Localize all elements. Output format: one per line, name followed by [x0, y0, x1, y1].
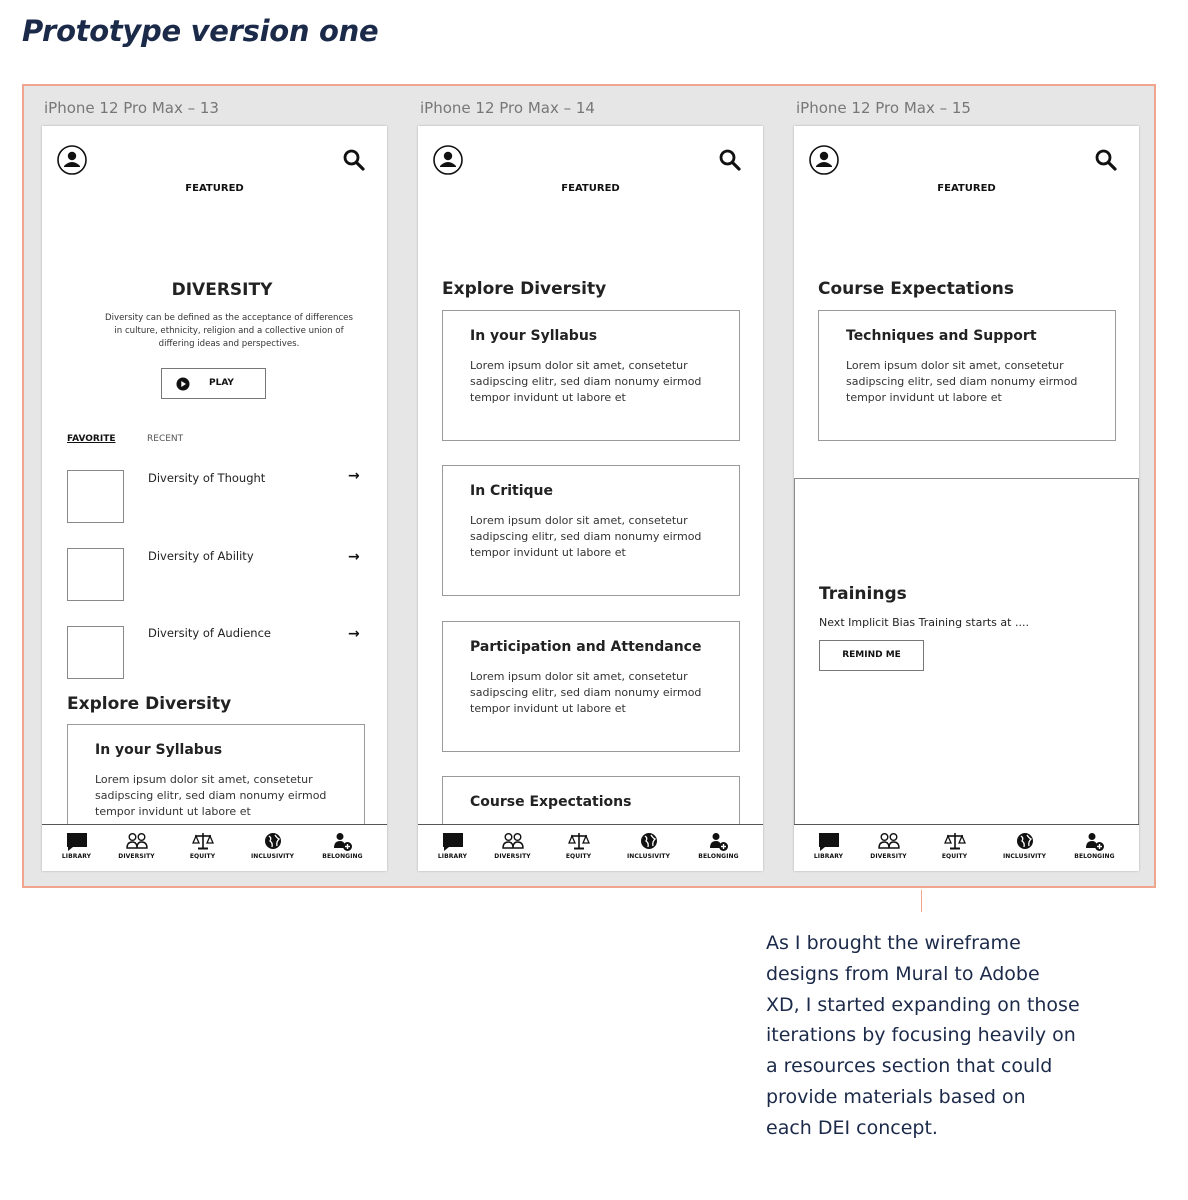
- tab-label: DIVERSITY: [494, 853, 531, 860]
- phone-screen-13: [42, 126, 387, 871]
- heading-description: Diversity can be defined as the acceptance of differences in culture, ethnicity, religion and a collective union of differing ideas and perspectives.: [105, 313, 353, 349]
- tab-label: LIBRARY: [813, 853, 844, 860]
- card-title: Participation and Attendance: [470, 639, 702, 655]
- phone-screen-14: [418, 126, 763, 871]
- tab-label: BELONGING: [322, 853, 363, 860]
- artboard-label[interactable]: iPhone 12 Pro Max – 15: [796, 99, 971, 117]
- tab-inclusivity[interactable]: [238, 825, 307, 871]
- card-title: In Critique: [470, 483, 554, 499]
- person-add-icon: [709, 832, 729, 852]
- tab-library[interactable]: [42, 825, 111, 871]
- scale-icon: [944, 832, 966, 850]
- play-button[interactable]: [161, 368, 266, 399]
- tab-label: EQUITY: [189, 853, 216, 860]
- globe-icon: [640, 832, 658, 850]
- tab-label: LIBRARY: [61, 853, 92, 860]
- tab-label: DIVERSITY: [870, 853, 907, 860]
- people-icon: [502, 832, 524, 850]
- globe-icon: [264, 832, 282, 850]
- tab-recent[interactable]: RECENT: [147, 434, 184, 444]
- tab-label: INCLUSIVITY: [250, 853, 295, 860]
- tab-label: DIVERSITY: [118, 853, 155, 860]
- resource-card[interactable]: [442, 465, 740, 596]
- card-body: Lorem ipsum dolor sit amet, consetetur sadipscing elitr, sed diam nonumy eirmod tempor invidunt ut labore et: [470, 359, 702, 404]
- search-icon[interactable]: [342, 148, 366, 177]
- list-thumbnail: [67, 626, 124, 679]
- resource-card[interactable]: [818, 310, 1116, 441]
- artboard-label[interactable]: iPhone 12 Pro Max – 14: [420, 99, 595, 117]
- tab-label: EQUITY: [941, 853, 968, 860]
- screen-heading: Course Expectations: [818, 279, 1015, 299]
- page-title: Prototype version one: [22, 14, 379, 48]
- list-thumbnail: [67, 548, 124, 601]
- tab-library[interactable]: [794, 825, 863, 871]
- featured-label: FEATURED: [185, 183, 244, 194]
- tab-label: BELONGING: [1074, 853, 1115, 860]
- chat-bubble-icon: [66, 832, 88, 852]
- trainings-heading: Trainings: [819, 584, 907, 604]
- list-item-label[interactable]: Diversity of Audience: [148, 626, 271, 640]
- tab-inclusivity[interactable]: [990, 825, 1059, 871]
- scale-icon: [568, 832, 590, 850]
- trainings-text: Next Implicit Bias Training starts at ....: [819, 616, 1029, 629]
- card-body: Lorem ipsum dolor sit amet, consetetur sadipscing elitr, sed diam nonumy eirmod tempor invidunt ut labore et: [846, 359, 1078, 404]
- tab-diversity[interactable]: [478, 825, 547, 871]
- screen-heading: DIVERSITY: [171, 280, 273, 300]
- person-add-icon: [1085, 832, 1105, 852]
- resource-card[interactable]: [442, 621, 740, 752]
- card-title: Techniques and Support: [846, 328, 1037, 344]
- tab-label: LIBRARY: [437, 853, 468, 860]
- tab-library[interactable]: [418, 825, 487, 871]
- user-circle-icon[interactable]: [56, 144, 88, 181]
- card-body: Lorem ipsum dolor sit amet, consetetur sadipscing elitr, sed diam nonumy eirmod tempor invidunt ut labore et: [470, 514, 702, 559]
- tab-equity[interactable]: [168, 825, 237, 871]
- arrow-right-icon[interactable]: →: [348, 626, 360, 642]
- search-icon[interactable]: [718, 148, 742, 177]
- bottom-tab-bar: [418, 824, 763, 871]
- card-title: Course Expectations: [470, 794, 632, 810]
- tab-label: BELONGING: [698, 853, 739, 860]
- chat-bubble-icon: [442, 832, 464, 852]
- chat-bubble-icon: [818, 832, 840, 852]
- tab-equity[interactable]: [920, 825, 989, 871]
- tab-favorite[interactable]: FAVORITE: [67, 434, 116, 444]
- tab-inclusivity[interactable]: [614, 825, 683, 871]
- play-label: PLAY: [209, 378, 234, 388]
- scale-icon: [192, 832, 214, 850]
- featured-label: FEATURED: [937, 183, 996, 194]
- remind-me-label: REMIND ME: [842, 650, 901, 660]
- resource-card[interactable]: [442, 310, 740, 441]
- section-heading: Explore Diversity: [67, 694, 232, 714]
- tab-belonging[interactable]: [1060, 825, 1129, 871]
- bottom-tab-bar: [42, 824, 387, 871]
- arrow-right-icon[interactable]: →: [348, 549, 360, 565]
- card-title: In your Syllabus: [470, 328, 598, 344]
- person-add-icon: [333, 832, 353, 852]
- search-icon[interactable]: [1094, 148, 1118, 177]
- tab-equity[interactable]: [544, 825, 613, 871]
- globe-icon: [1016, 832, 1034, 850]
- tab-label: INCLUSIVITY: [1002, 853, 1047, 860]
- play-icon: [176, 377, 190, 391]
- trainings-panel: [794, 478, 1139, 825]
- card-body: Lorem ipsum dolor sit amet, consetetur sadipscing elitr, sed diam nonumy eirmod tempor invidunt ut labore et: [470, 670, 702, 715]
- tab-diversity[interactable]: [102, 825, 171, 871]
- user-circle-icon[interactable]: [432, 144, 464, 181]
- tab-diversity[interactable]: [854, 825, 923, 871]
- people-icon: [878, 832, 900, 850]
- remind-me-button[interactable]: [819, 640, 924, 671]
- bottom-tab-bar: [794, 824, 1139, 871]
- annotation-connector: [921, 890, 922, 912]
- tab-belonging[interactable]: [684, 825, 753, 871]
- tab-label: INCLUSIVITY: [626, 853, 671, 860]
- artboard-canvas: [22, 84, 1156, 888]
- user-circle-icon[interactable]: [808, 144, 840, 181]
- phone-screen-15: [794, 126, 1139, 871]
- annotation-note: As I brought the wireframe designs from Mural to Adobe XD, I started expanding on those iterations by focusing heavily on a resources section that could provide materials based on each DEI concept.: [766, 932, 1080, 1139]
- screen-heading: Explore Diversity: [442, 279, 607, 299]
- people-icon: [126, 832, 148, 850]
- list-item-label[interactable]: Diversity of Thought: [148, 471, 266, 485]
- list-thumbnail: [67, 470, 124, 523]
- arrow-right-icon[interactable]: →: [348, 468, 360, 484]
- card-body: Lorem ipsum dolor sit amet, consetetur sadipscing elitr, sed diam nonumy eirmod tempor invidunt ut labore et: [95, 773, 327, 818]
- featured-label: FEATURED: [561, 183, 620, 194]
- artboard-label[interactable]: iPhone 12 Pro Max – 13: [44, 99, 219, 117]
- tab-belonging[interactable]: [308, 825, 377, 871]
- list-item-label[interactable]: Diversity of Ability: [148, 549, 254, 563]
- tab-label: EQUITY: [565, 853, 592, 860]
- card-title: In your Syllabus: [95, 742, 223, 758]
